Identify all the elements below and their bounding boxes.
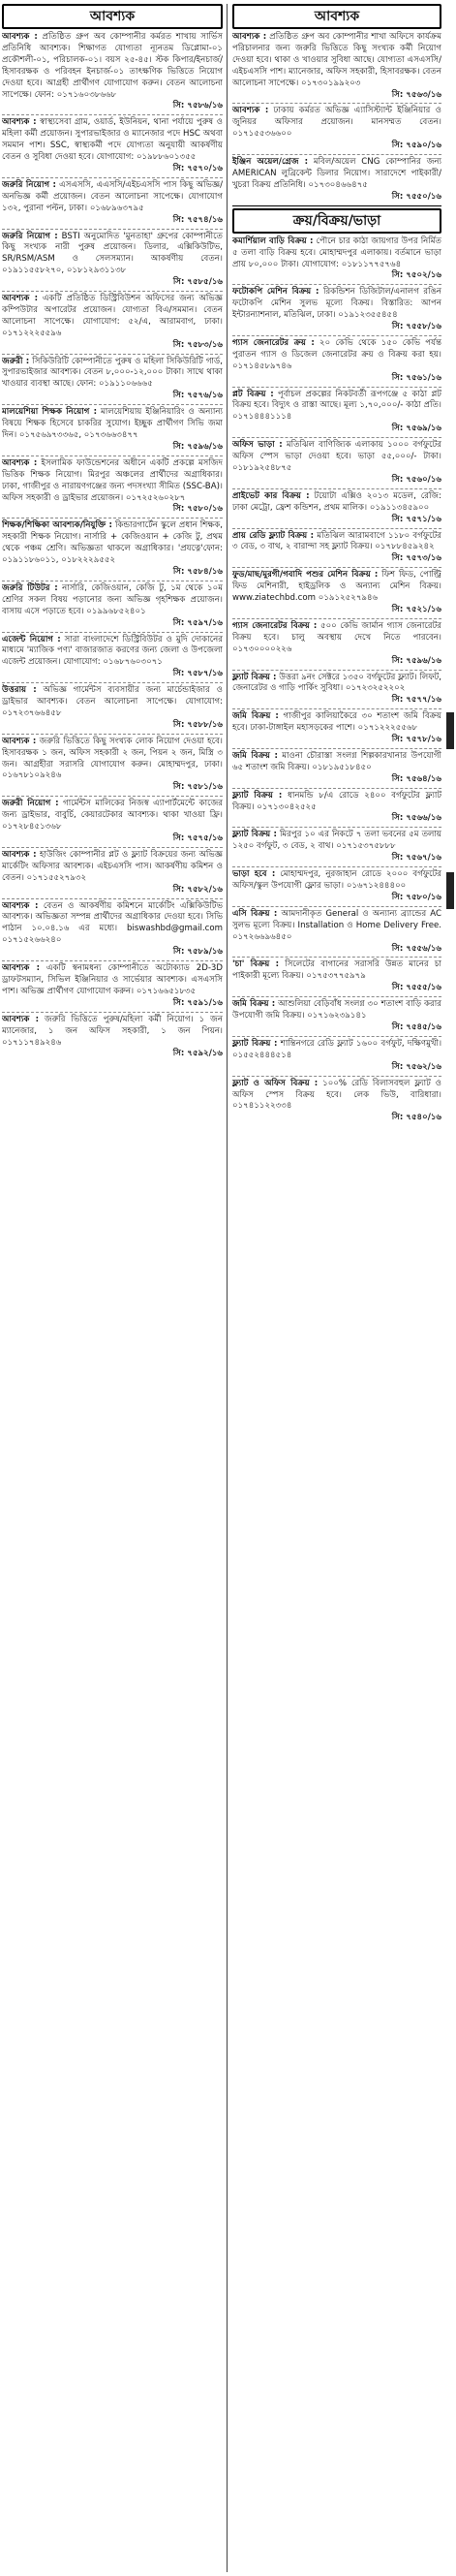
ad-code: সি: ৭৫৮৭/১৬ [172, 669, 223, 679]
ad-body: মোহাম্মদপুর, নুরজাহান রোডে ২০০০ বর্গফুটের অফিস/স্কুল উপযোগী ফ্লোর ভাড়া। ০১৬৭১২৪৪৪০০ [232, 869, 441, 891]
ad-body: গার্মেন্টস মালিকের নিজস্ব এ্যাপার্টমেন্টে কাজের জন্য ড্রাইভার, বাবুর্চি, কেয়ারটেকার আবশ্যক। থাকা খাওয়া ফ্রি। ০১৭২৮৪৫১৩৬৮ [2, 799, 223, 832]
ad-separator [232, 957, 441, 958]
section-divider [232, 205, 441, 206]
ad-keyword: আবশ্যক : [2, 457, 38, 468]
ad-body: সারা বাংলাদেশে ডিস্ট্রিবিউটর ও মুদি দোকানের মাধ্যমে 'ম্যাজিক পণ্য' বাজারজাত করণের জন্য জেলা ও উপজেলা এজেন্ট প্রয়োজন। যোগাযোগ: ০১৬৮৭৬০৩০৭১ [2, 634, 223, 668]
ad-keyword: এজেন্ট নিয়োগ : [2, 634, 61, 644]
ad-body: উত্তরা ৯নং সেক্টরে ১৩৫০ বর্গফুটের ফ্ল্যাট। লিফট, জেনারেটর ও গাড়ি পার্কিং সুবিধা। ০১৭২৩২৫২২০২ [232, 672, 441, 694]
ad-keyword: গ্যাস জেনারেটর বিক্রয় : [232, 620, 318, 631]
ad-body: সিলেটের বাগানের সরাসরি উন্নত মানের চা পাইকারী মূল্যে বিক্রয়। ০১৭৫৩৭৭৫৯৭৯ [232, 959, 441, 982]
ad-code: সি: ৭৫৯০/১৬ [391, 141, 441, 151]
classified-ad [232, 830, 441, 864]
classified-ad [2, 963, 223, 1010]
ad-body: জরুরি ভিত্তিতে পুরুষ/মহিলা কর্মী নিয়োগ। ১ জন ম্যানেজার, ১ জন অফিস সহকারী, ১ জন পিয়ন। ০১৭১১৭৪৯২৪৬ [2, 1014, 223, 1048]
ad-keyword: আবশ্যক : [2, 736, 37, 746]
classified-ad [2, 685, 223, 732]
ad-body: টয়োটা এক্সিও ২০১৩ মডেল, রেজি: ঢাকা মেট্রো, ফ্রেশ কন্ডিশন, প্রথম মালিক। ০১৯১১৩৪৫৯০০ [232, 490, 441, 513]
ad-code: সি: ৭৫০২/১৬ [391, 270, 441, 281]
classified-ad [232, 959, 441, 994]
ad-keyword: জরুরি নিয়োগ : [2, 231, 58, 241]
ad-code: সি: ৭৫৯৬/১৬ [172, 441, 223, 452]
ad-separator [232, 670, 441, 671]
ad-separator [2, 114, 223, 115]
classified-ad [2, 458, 223, 517]
ad-separator [232, 528, 441, 529]
ad-body: শান্তিনগরে রেডি ফ্ল্যাট ১৬০০ বর্গফুট, দক্ষিণমুখী। ০১৫৫২৪৪৪৫১৪ [232, 1038, 441, 1060]
ad-code: সি: ৭৫৭৬/১৬ [172, 391, 223, 401]
classified-ad [2, 635, 223, 681]
ad-separator [232, 567, 441, 568]
ad-separator [2, 682, 223, 683]
ad-separator [232, 866, 441, 867]
ad-body: একটি প্রতিষ্ঠিত ডিস্ট্রিবিউশন অফিসের জন্য অভিজ্ঞ কম্পিউটার অপারেটর প্রয়োজন। যোগ্যতা বিএ/সমমান। বেতন আলোচনা সাপেক্ষে। যোগাযোগ: ৫২/এ, আরামবাগ, ঢাকা। ০১৭১২২২৫৫৯৬ [2, 294, 223, 338]
right-top-ad-list [232, 32, 441, 204]
ad-code: সি: ৭৫২১/১৬ [391, 604, 441, 614]
ad-separator [232, 1076, 441, 1077]
ad-keyword: গ্যাস জেনারেটর ক্রয় : [232, 337, 315, 348]
ad-body: রিকন্ডিশন ডিজিটাল/এনালগ রঙিন ফটোকপি মেশিন সুলভ মূল্যে বিক্রয়। বিস্তারিত: আপন ইন্টারন্যাশনাল, মতিঝিল, ঢাকা। ০১৯১২৩৫৫৪৫৪ [232, 287, 441, 321]
ad-code: সি: ৭৫৭৩/১৬ [391, 553, 441, 564]
ad-code: সি: ৭৫৮৫/১৬ [172, 277, 223, 288]
classified-ad [2, 32, 223, 112]
ad-body: ৫০০ কেভি জার্মান গ্যাস জেনারেটর বিক্রয় হবে। চালু অবস্থায় দেখে নিতে পারবেন। ০১৭৩০০০০২২৬ [232, 620, 441, 654]
classified-ad [232, 1039, 441, 1074]
ad-separator [232, 827, 441, 828]
ad-keyword: প্রায় রেডি ফ্ল্যাট বিক্রয় : [232, 530, 315, 541]
ad-code: সি: ৭৫৭৫/১৬ [172, 833, 223, 843]
ad-code: সি: ৭৫৬১/১৬ [391, 372, 441, 383]
ad-body: জরুরি ভিত্তিতে কিছু সংখ্যক লোক নিয়োগ দেওয়া হবে। হিসাবরক্ষক ১ জন, অফিস সহকারী ২ জন, পিয়ন ২ জন, মিস্ত্রি ৩ জন। আগ্রহীরা সরাসরি যোগাযোগ করুন। মোহাম্মদপুর, ঢাকা। ০১৬৭৮১০৯২৪৬ [2, 736, 223, 781]
section-heading-wanted: আবশ্যক [2, 4, 223, 29]
ad-code: সি: ৭৫৮০/১৬ [172, 504, 223, 515]
ad-body: প্রতিষ্ঠিত গ্রুপ অব কোম্পানীর শাখা অফিসে কার্যক্রম পরিচালনার জন্য জরুরি ভিত্তিতে কিছু সংখ্যক কর্মী নিয়োগ দেওয়া হবে। থাকা ও খাওয়ার সুবিধা আছে। যোগ্যতা এসএসসি/এইচএসসি পাশ। ম্যানেজার, অফিস সহকারী, হিসাবরক্ষক। বেতন আলোচনা সাপেক্ষে। ০১৭৩০১৯৯২০৩ [232, 32, 441, 88]
classified-ad [2, 850, 223, 896]
ad-separator [232, 996, 441, 997]
ad-keyword: ফ্ল্যাট বিক্রয় : [232, 1038, 278, 1049]
ad-separator [2, 898, 223, 899]
ad-body: প্রতিষ্ঠিত গ্রুপ অব কোম্পানীর কর্মরত শাখায় সার্ভিস প্রতিনিধি আবশ্যক। শিক্ষাগত যোগ্যতা ন্যূনতম ডিপ্লোমা-০১ প্রকৌশলী-০১, পরিচালক-০১। বয়স ২৫-৪৫। স্টক কিপার/ইনচার্জ/হিসাবরক্ষক ও পরিবহন ইনচার্জ-০১ তাৎক্ষণিক ভিত্তিতে নিয়োগ দেওয়া হবে। আগ্রহী প্রার্থীগণ যোগাযোগ করুন। বেতন আলোচনা সাপেক্ষে। ফোন: ০১৭১৬০৩৮৬৬৮ [2, 32, 223, 100]
classified-ad [232, 570, 441, 616]
ad-code: সি: ৭৫৯১/১৬ [172, 997, 223, 1008]
classified-ad [2, 294, 223, 352]
ad-code: সি: ৭৫৬৬/১৬ [391, 813, 441, 824]
ad-keyword: জরুরি টিউটর : [2, 582, 58, 593]
ad-keyword: ভাড়া হবে : [232, 869, 276, 880]
classified-ad [232, 106, 441, 152]
ad-code: সি: ৭৫৮১/১৬ [172, 782, 223, 793]
classified-ad [232, 440, 441, 487]
ad-keyword: ফ্ল্যাট বিক্রয় : [232, 790, 283, 801]
ad-keyword: প্লট বিক্রয় : [232, 389, 274, 399]
ad-code: সি: ৭৫৭১/১৬ [391, 514, 441, 524]
ad-code: সি: ৭৫৫৬/১৬ [391, 943, 441, 954]
ad-code: সি: ৭৫৭৪/১৬ [172, 214, 223, 225]
ad-code: সি: ৭৫৬০/১৬ [391, 474, 441, 485]
ad-keyword: আবশ্যক : [2, 294, 39, 304]
ad-code: সি: ৭৫৯৭/১৬ [172, 617, 223, 628]
ad-body: পূর্বাচল প্রকল্পের নিকটবর্তী রূপগঞ্জে ৫ কাঠা প্লট বিক্রয় হবে। বিদ্যুৎ ও রাস্তা আছে। মূল্য ১,৭০,০০০/- কাঠা প্রতি। ০১৭১৪৪৪১১১৪ [232, 389, 441, 423]
ad-keyword: জমি বিক্রয় : [232, 999, 276, 1010]
ad-body: আমদানীকৃত General ও অন্যান্য ব্র্যান্ডের AC সুলভ মূল্যে বিক্রয়। Installation ও Home Delivery Free. ০১৭২৬৬৯৬৪৫০ [232, 908, 441, 942]
ad-code: সি: ৭৫৪৫/১৬ [391, 1021, 441, 1032]
ad-code: সি: ৭৫৫০/১৬ [391, 191, 441, 202]
ad-body: সিকিউরিটি কোম্পানীতে পুরুষ ও মহিলা সিকিউরিটি গার্ড, সুপারভাইজার আবশ্যক। বেতন ৮,০০০-১২,০০০ টাকা। সাথে থাকা খাওয়ার ব্যবস্থা আছে। ফোন: ০১৯১১০৬৬৬৫ [2, 356, 223, 390]
ad-separator [2, 796, 223, 797]
classified-ad [232, 491, 441, 526]
ad-separator [2, 734, 223, 735]
ad-body: স্বাস্থ্যসেবা গ্রাম, ওয়ার্ড, ইউনিয়ন, থানা পর্যায়ে পুরুষ ও মহিলা কর্মী প্রয়োজন। সুপারভাইজার ও ম্যানেজার পদে HSC অথবা সমমান পাশ। SSC, স্বাস্থ্যকর্মী পদে যোগ্যতা অনুযায়ী আকর্ষণীয় বেতন ও সুবিধা দেওয়া হবে। যোগাযোগ: ০১৯৮৮৬০১৩৫৫ [2, 117, 223, 163]
ad-body: ২০ কেভি থেকে ১৫০ কেভি পর্যন্ত পুরাতন গ্যাস ও ডিজেল জেনারেটর ক্রয় ও বিক্রয় করা হয়। ০১৭১৪৫৮৯৭৪৬ [232, 337, 441, 371]
classified-ad [232, 157, 441, 204]
classified-ad [232, 751, 441, 786]
ad-separator [232, 1036, 441, 1037]
ad-code: সি: ৭৫৭৮/১৬ [391, 735, 441, 745]
ad-body: মবিল/অয়েল CNG কোম্পানির জন্য AMERICAN লুব্রিকেন্ট ডিলার নিয়োগ। সারাদেশে পাইকারী/খুচরা বিক্রয় প্রতিনিধি। ০১৭৩০৪৬৬৪৭৫ [232, 157, 441, 190]
ad-keyword: উত্তরায় : [2, 685, 37, 696]
ad-separator [2, 404, 223, 405]
ad-keyword: আবশ্যক : [232, 32, 267, 42]
ad-keyword: আবশ্যক : [2, 900, 39, 911]
ad-code: সি: ৭৫৮৩/১৬ [172, 339, 223, 350]
ad-separator [232, 618, 441, 619]
ad-separator [232, 708, 441, 709]
classified-ad [232, 711, 441, 746]
section-heading-buy-sell-rent: ক্রয়/বিক্রয়/ভাড়া [232, 208, 441, 234]
section-heading-wanted-right: আবশ্যক [232, 4, 441, 29]
ad-body: একটি স্বনামধন্য কোম্পানীতে অটোক্যাড 2D-3D ড্রাফটসম্যান, সিভিল ইঞ্জিনিয়ার ও সার্ভেয়ার আবশ্যক। এসএসসি পাশ। অভিজ্ঞ প্রার্থীগণ যোগাযোগ করুন। ০১৭১৬৬৫১৮৩৫ [2, 963, 223, 996]
ad-code: সি: ৭৫৬২/১৬ [391, 1061, 441, 1072]
ad-keyword: আবশ্যক : [2, 963, 41, 974]
ad-code: সি: ৭৫৬৪/১৬ [391, 773, 441, 784]
ad-keyword: জরুরী নিয়োগ : [2, 799, 59, 809]
classified-ad [232, 390, 441, 436]
ad-separator [232, 103, 441, 104]
ad-code: সি: ৭৫৯২/১৬ [172, 1049, 223, 1059]
ad-keyword: জমি বিক্রয় : [232, 711, 279, 722]
ad-separator [2, 291, 223, 292]
ad-body: বেতন ও আকর্ষণীয় কমিশনে মার্কেটিং এক্সিকিউটিভ আবশ্যক। অভিজ্ঞতা সম্পন্ন প্রার্থীদের অগ্রাধিকার দেওয়া হবে। সিভি পাঠান ১০.০৪.১৬ এর মধ্যে। biswashbd@gmail.com ০১৭১৫২৬৬২৪০ [2, 900, 223, 946]
ad-body: ইসলামিক ফাউন্ডেশনের অধীনে একটি প্রকল্পে মসজিদ ভিত্তিক শিক্ষক নিয়োগ। মিরপুর অঞ্চলের প্রার্থীদের অগ্রাধিকার। ঢাকা, গাজীপুর ও নারায়ণগঞ্জের জন্য পদসংখ্যা সীমিত (SSC-BA)। অফিস সহকারী ও ড্রাইভার প্রয়োজন। ০১৭২৫২৬০২৮৭ [2, 457, 223, 503]
ad-keyword: ফুড/মাছ/মুরগী/গবাদি পশুর মেশিন বিক্রয় : [232, 570, 379, 581]
ad-keyword: অফিস ভাড়া : [232, 440, 283, 451]
ad-separator [232, 748, 441, 749]
classified-ad [2, 357, 223, 403]
ad-separator [232, 335, 441, 336]
left-column [2, 4, 223, 2572]
ad-code: সি: ৭৫৮০/১৬ [391, 892, 441, 902]
ad-keyword: আবশ্যক : [2, 117, 37, 128]
column-divider [227, 4, 228, 2572]
ad-body: কিন্ডারগার্টেন স্কুলে প্রধান শিক্ষক, সহকারী শিক্ষক নিয়োগ। নার্সারি + কেজিওয়ান + কেজি টু, প্রথম থেকে পঞ্চম শ্রেণি। অভিজ্ঞতা থাকলে অগ্রাধিকার। 'প্রযত্নে'ফোন: ০১৯১১৮৬০১১, ০১৮২২২৯৫৫২ [2, 520, 223, 566]
classified-ad [232, 32, 441, 101]
ad-keyword: কমার্শিয়াল বাড়ি বিক্রয় : [232, 236, 314, 246]
ad-body: নার্সারি, কেজিওয়ান, কেজি টু, ১ম থেকে ১০ম শ্রেণির সকল বিষয় পড়ানোর জন্য অভিজ্ঞ গৃহশিক্ষক প্রয়োজন। বাসায় এসে পড়াতে হবে। ০১৯৯৬৮৫২৪০১ [2, 582, 223, 616]
ad-keyword: ফটোকপি মেশিন বিক্রয় : [232, 287, 319, 298]
ad-separator [232, 387, 441, 388]
classified-ad [232, 621, 441, 668]
classified-ad [232, 791, 441, 826]
ad-body: মালয়েশিয়ায় ইঞ্জিনিয়ারিং ও অন্যান্য বিষয়ে শিক্ষক হিসেবে চাকরির সুযোগ। ইচ্ছুক প্রার্থীগণ সিভি জমা দিন। ০১৭৫৬৯৭৩৩৬৫, ০১৭৩৬৬৩৪৭৭ [2, 407, 223, 440]
classified-ad [232, 1079, 441, 1125]
ad-separator [232, 788, 441, 789]
ad-keyword: ফ্ল্যাট বিক্রয় : [232, 672, 277, 682]
ad-code: সি: ৭৫৫৫/১৬ [391, 983, 441, 993]
classified-ad [232, 869, 441, 904]
ad-keyword: এসি বিক্রয় : [232, 908, 278, 919]
ad-separator [2, 960, 223, 961]
ad-body: মতিঝিল আরামবাগে ১১৮০ বর্গফুটের ৩ বেড, ৩ বাথ, ২ বারান্দা সহ ফ্ল্যাট বিক্রয়। ০১৭৮৮৪৫৯২৪২ [232, 530, 441, 552]
ad-separator [2, 229, 223, 230]
ad-body: হাউজিং কোম্পানীর প্লট ও ফ্ল্যাট বিক্রয়ের জন্য অভিজ্ঞ মার্কেটিং অফিসার আবশ্যক। এইচএসসি পাস। আকর্ষণীয় কমিশন ও বেতন। ০১৭১৫৫২৭৯৩২ [2, 849, 223, 883]
classified-ad [2, 1015, 223, 1061]
ad-body: অভিজ্ঞ গার্মেন্টস ব্যবসায়ীর জন্য মার্চেন্ডাইজার ও ড্রাইভার আবশ্যক। বেতন আলোচনা সাপেক্ষে। যোগাযোগ: ০১৭২৩৭৬৬৪৫৮ [2, 685, 223, 718]
ad-keyword: শিক্ষক/শিক্ষিকা আবশ্যক/নিযুক্তি : [2, 520, 112, 531]
ad-separator [232, 906, 441, 907]
classified-ad [232, 338, 441, 385]
ad-separator [232, 284, 441, 285]
ad-body: এসএসসি, এএসসি/এইচএসসি পাস কিছু অভিজ্ঞ/অনভিজ্ঞ কর্মী প্রয়োজন। বেতন আলোচনা সাপেক্ষে। যোগাযোগ ১৩২, পুরানা পল্টন, ঢাকা। ০১৬৮৯৬৩৭৯৫ [2, 179, 223, 213]
ad-code: সি: ৭৫৮৪/১৬ [172, 566, 223, 577]
ad-code: সি: ৭৫৭০/১৬ [172, 163, 223, 173]
classified-ad [232, 909, 441, 956]
ad-body: ফিশ ফিড, পোল্ট্রি ফিড মেশিনারী, হাইড্রলিক ও অন্যান্য মেশিন বিক্রয়। www.ziatechbd.com ০১৯১২৫২৭৯৪৬ [232, 570, 441, 604]
ad-code: সি: ৭৫৬৯/১৬ [391, 424, 441, 434]
ad-separator [232, 154, 441, 155]
ad-code: সি: ৭৫৬৭/১৬ [391, 853, 441, 864]
ad-keyword: জমি বিক্রয় : [232, 750, 278, 761]
ad-separator [2, 177, 223, 178]
ad-code: সি: ৭৫৮২/১৬ [172, 884, 223, 895]
ad-body: ১০০% রেডি বিলাসবহুল ফ্ল্যাট ও অফিস স্পেস বিক্রয় হবে। লেক ভিউ, বারিধারা। ০১৭৪১১২২৩৩৪ [232, 1078, 441, 1112]
classified-ad [232, 287, 441, 333]
classified-ad [2, 799, 223, 845]
ad-separator [232, 488, 441, 489]
ad-body: মাওনা চৌরাস্তা সংলগ্ন শিল্পকারখানার উপযোগী ৬৫ শতাংশ জমি বিক্রয়। ০১৮১৯৫১৮৪৫০ [232, 750, 441, 772]
ad-keyword: প্রাইভেট কার বিক্রয় : [232, 490, 310, 501]
right-column [232, 4, 441, 2572]
ad-keyword: 'চা' বিক্রয় : [232, 959, 280, 970]
ad-body: আশুলিয়া বেড়িবাঁধ সংলগ্ন ৩০ শতাংশ বাড়ি করার উপযোগী জমি বিক্রয়। ০১৭১৬২৩৯১৪১ [232, 999, 441, 1021]
ad-separator [2, 847, 223, 848]
classified-ad [2, 117, 223, 175]
ad-code: সি: ৭৫৭৭/১৬ [391, 695, 441, 706]
ad-keyword: ইঞ্জিন অয়েল/গ্রেজ : [232, 157, 309, 168]
ad-code: সি: ৭৫৫৮/১৬ [391, 322, 441, 332]
ad-separator [2, 632, 223, 633]
ad-code: সি: ৭৫৮৮/১৬ [172, 719, 223, 730]
right-bottom-ad-list [232, 236, 441, 1125]
ad-keyword: আবশ্যক : [2, 1014, 40, 1024]
classified-ad [2, 232, 223, 290]
ad-body: গাজীপুর কালিয়াকৈরে ৩০ শতাংশ জমি বিক্রয় হবে। ঢাকা-টাঙ্গাইল মহাসড়কের পাশে। ০১৭১২২২৫৫৬৮ [232, 711, 441, 734]
ad-code: সি: ৭৫৯৬/১৬ [391, 655, 441, 666]
ad-code: সি: ৭৫৮৯/১৬ [172, 947, 223, 958]
ad-code: সি: ৭৫৮৬/১৬ [172, 101, 223, 111]
left-ad-list [2, 32, 223, 1060]
ad-keyword: আবশ্যক : [232, 106, 269, 116]
ad-keyword: আবশ্যক : [2, 32, 38, 42]
ad-code: সি: ৭৫৪০/১৬ [391, 1113, 441, 1123]
ad-code: সি: ৭৫৬৩/১৬ [391, 89, 441, 100]
ad-keyword: ফ্ল্যাট বিক্রয় : [232, 830, 277, 840]
classified-ad [2, 583, 223, 630]
classified-ad [2, 901, 223, 959]
margin-mark [446, 872, 454, 909]
ad-keyword: মালয়েশিয়া শিক্ষক নিয়োগ : [2, 407, 98, 418]
classified-ad [2, 520, 223, 579]
ad-body: পৌনে চার কাঠা জায়গার উপর নির্মিত ৫ তলা বাড়ি বিক্রয় হবে। মোহাম্মদপুর এলাকায়। বর্তমানে ভাড়া প্রায় ৮০,০০০ টাকা। যোগাযোগ: ০১৮১১৭৭৫৭৬৪ [232, 236, 441, 269]
ad-separator [2, 354, 223, 355]
ad-body: BSTI অনুমোদিত 'মুনতাহা' গ্রুপের কোম্পানীতে কিছু সংখ্যক নারী পুরুষ প্রয়োজন। ডিলার, এক্সিকিউটিভ, SR/RSM/ASM ও সেলসম্যান। আকর্ষণীয় বেতন। ০১৯১১৫৫৮২৭০, ০১৮১২৯৩১১৩৮ [2, 231, 223, 276]
ad-body: ধানমন্ডি ৮/এ রোডে ২৪০০ বর্গফুটের ফ্ল্যাট বিক্রয়। ০১৭১৩০৪২৫২৫ [232, 790, 441, 812]
classified-ad [232, 531, 441, 566]
ad-separator [232, 437, 441, 438]
margin-mark [446, 712, 454, 749]
ad-separator [2, 1012, 223, 1013]
ad-keyword: জরুরি নিয়োগ : [2, 179, 56, 190]
ad-body: মতিঝিল বাণিজ্যিক এলাকায় ১০০০ বর্গফুটের অফিস স্পেস ভাড়া দেওয়া হবে। ভাড়া ৫৫,০০০/- টাকা। ০১৮১৯২৫৪৮৭৫ [232, 440, 441, 473]
classified-ad [232, 236, 441, 283]
classified-ad [2, 180, 223, 227]
ad-keyword: আবশ্যক : [2, 849, 37, 860]
classified-ad [232, 999, 441, 1034]
classified-ad [2, 407, 223, 454]
classified-ad [2, 737, 223, 795]
ad-keyword: জরুরী : [2, 356, 30, 366]
ad-body: মিরপুর ১০ এর নিকটে ৭ তলা ভবনের ৫ম তলায় ১২৫০ বর্গফুট, ৩ বেড, ২ বাথ। ০১৭১৫৩৭৫৮৮৮ [232, 830, 441, 852]
classified-ad [232, 673, 441, 707]
ad-body: ঢাকায় কর্মরত অভিজ্ঞ এ্যাসিস্ট্যান্ট ইঞ্জিনিয়ার ও জুনিয়র অফিসার প্রয়োজন। মানসম্মত বেতন। ০১৭১৫৫৩৬৬০০ [232, 106, 441, 140]
ad-keyword: ফ্ল্যাট ও অফিস বিক্রয় : [232, 1078, 319, 1088]
